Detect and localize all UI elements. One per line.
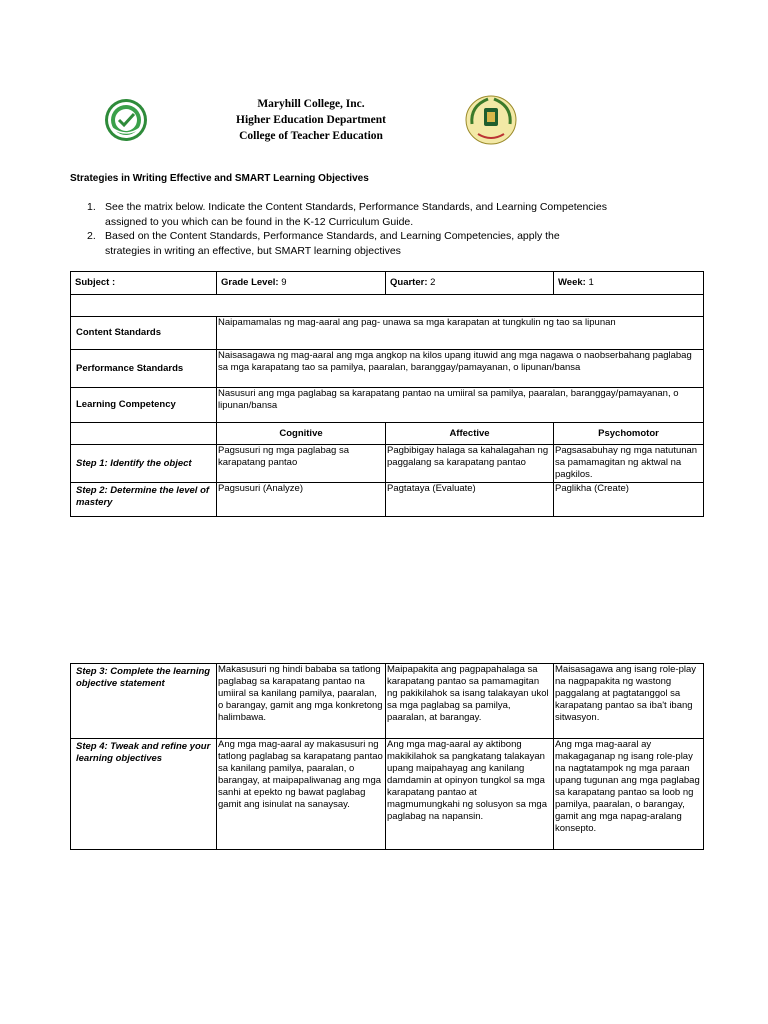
step3-affective: Maipapakita ang pagpapahalaga sa karapatang pantao sa pamamagitan ng pakikilahok sa isang talakayan ukol sa mga paglabag sa pamilya, paaralan, at barangay. [386, 664, 554, 739]
content-standards-row [71, 317, 704, 350]
step4-affective: Ang mga mag-aaral ay aktibong makikilahok sa pangkatang talakayan upang maipahayag ang kanilang damdamin at opinyon tungkol sa mga karapatang pantao at magmumungkahi ng solusyon sa mga paglabag na napansin. [386, 739, 554, 850]
instruction-number: 2. [87, 230, 96, 242]
week-label: Week: [558, 277, 586, 288]
cognitive-header: Cognitive [217, 423, 386, 445]
week-cell [554, 272, 704, 295]
subject-cell [71, 272, 217, 295]
step1-label: Step 1: Identify the object [71, 445, 217, 483]
performance-standards-value: Naisasagawa ng mag-aaral ang mga angkop na kilos upang ituwid ang mga nagawa o naobserbahang paglabag sa mga karapatang tao sa pamilya, paaralan, baranggay/pamayanan, o lipunan/bansa [217, 350, 704, 388]
step1-affective: Pagbibigay halaga sa kahalagahan ng paggalang sa karapatang pantao [386, 445, 554, 483]
document-title: Strategies in Writing Effective and SMART Learning Objectives [70, 173, 369, 184]
content-standards-value: Naipamamalas ng mag-aaral ang pag- unawa sa mga karapatan at tungkulin ng tao sa lipunan [217, 317, 704, 350]
step2-label: Step 2: Determine the level of mastery [71, 483, 217, 517]
learning-competency-value: Nasusuri ang mga paglabag sa karapatang pantao na umiiral sa pamilya, paaralan, baranggay/pamayanan, o lipunan/bansa [217, 388, 704, 423]
step4-label: Step 4: Tweak and refine your learning objectives [71, 739, 217, 850]
step1-cognitive: Pagsusuri ng mga paglabag sa karapatang pantao [217, 445, 386, 483]
instruction-number: 1. [87, 201, 96, 213]
step3-label: Step 3: Complete the learning objective statement [71, 664, 217, 739]
week-value: 1 [588, 277, 594, 288]
empty-cell [71, 423, 217, 445]
performance-standards-label: Performance Standards [71, 350, 217, 388]
psychomotor-header: Psychomotor [554, 423, 704, 445]
affective-header: Affective [386, 423, 554, 445]
grade-level-cell [217, 272, 386, 295]
domain-header-row [71, 423, 704, 445]
instruction-line: strategies in writing an effective, but SMART learning objectives [105, 244, 401, 257]
step3-psychomotor: Maisasagawa ang isang role-play na nagpapakita ng wastong paggalang at pagtatanggol sa karapatang pantao sa iba't ibang sitwasyon. [554, 664, 704, 739]
department-name: Higher Education Department [236, 114, 386, 126]
step4-psychomotor: Ang mga mag-aaral ay makagaganap ng isang role-play na nagtatampok ng mga paraan upang tugunan ang mga paglabag sa karapatang pantao sa loob ng pamilya, paaralan, o barangay, gamit ang mga napag-aralang konsepto. [554, 739, 704, 850]
empty-cell [71, 295, 704, 317]
objectives-continuation-table [70, 663, 704, 850]
grade-level-value: 9 [281, 277, 287, 288]
instruction-line: assigned to you which can be found in the K-12 Curriculum Guide. [105, 215, 414, 228]
step2-psychomotor: Paglikha (Create) [554, 483, 704, 517]
step1-psychomotor: Pagsasabuhay ng mga natutunan sa pamamagitan ng aktwal na pagkilos. [554, 445, 704, 483]
step4-row [71, 739, 704, 850]
spacer-row [71, 295, 704, 317]
step1-row [71, 445, 704, 483]
college-seal-logo [104, 98, 148, 142]
info-row [71, 272, 704, 295]
instruction-line: See the matrix below. Indicate the Content Standards, Performance Standards, and Learning Competencies [105, 201, 607, 213]
learning-competency-row [71, 388, 704, 423]
instruction-line: Based on the Content Standards, Performance Standards, and Learning Competencies, apply the [105, 230, 560, 242]
step4-cognitive: Ang mga mag-aaral ay makasusuri ng tatlong paglabag sa karapatang pantao sa kanilang pamilya, paaralan, o barangay, at maipapaliwanag ang mga sanhi at epekto ng bawat paglabag gamit ang isinulat na sanaysay. [217, 739, 386, 850]
instructions-list [70, 200, 710, 258]
quarter-label: Quarter: [390, 277, 428, 288]
quarter-cell [386, 272, 554, 295]
grade-level-label: Grade Level: [221, 277, 279, 288]
college-name: Maryhill College, Inc. [257, 98, 365, 110]
objectives-matrix-table [70, 271, 704, 517]
step2-affective: Pagtataya (Evaluate) [386, 483, 554, 517]
step3-row [71, 664, 704, 739]
learning-competency-label: Learning Competency [71, 388, 217, 423]
college-unit-name: College of Teacher Education [239, 130, 383, 142]
step2-row [71, 483, 704, 517]
subject-label: Subject : [75, 277, 116, 288]
instruction-item [70, 229, 710, 258]
quarter-value: 2 [430, 277, 436, 288]
instruction-item [70, 200, 710, 229]
content-standards-label: Content Standards [71, 317, 217, 350]
step2-cognitive: Pagsusuri (Analyze) [217, 483, 386, 517]
performance-standards-row [71, 350, 704, 388]
department-seal-logo [464, 94, 518, 146]
step3-cognitive: Makasusuri ng hindi bababa sa tatlong paglabag sa karapatang pantao na umiiral sa kanilang pamilya, paaralan, o barangay, gamit ang mga konkretong halimbawa. [217, 664, 386, 739]
